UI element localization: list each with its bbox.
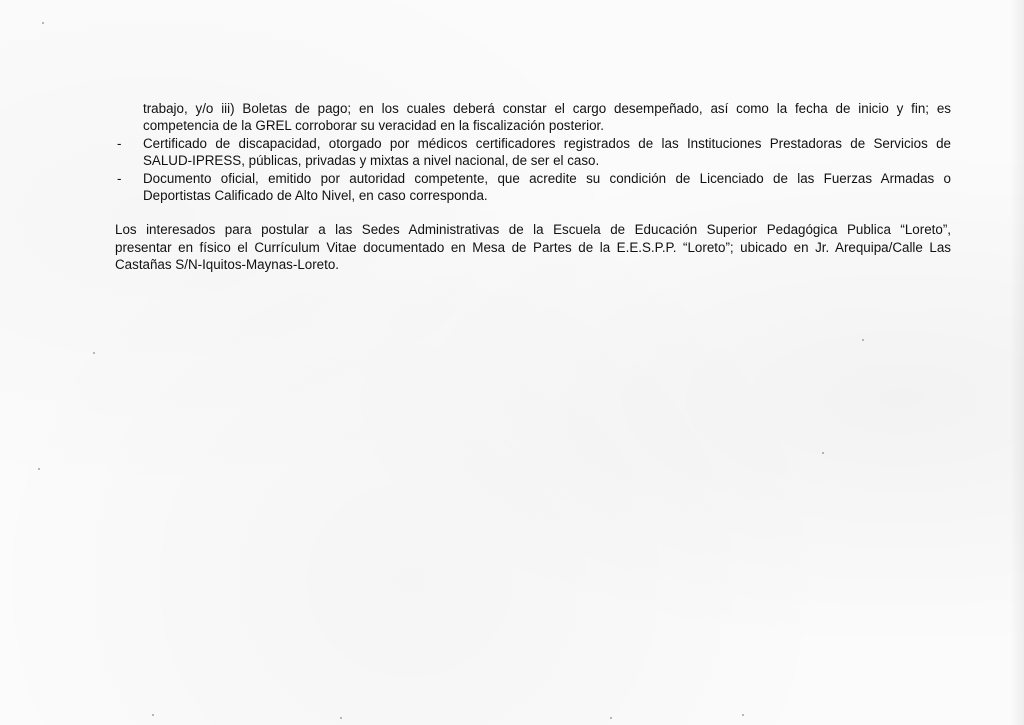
list-bullet: -: [117, 135, 122, 151]
scan-speck: [822, 452, 824, 454]
list-item-continuation: [115, 100, 951, 135]
list-item-disability-certificate: [115, 135, 951, 170]
text-line: presentar en físico el Currículum Vitae documentado en Mesa de Partes de la E.E.S.P.P. “Loreto”; ubicado en Jr. Arequipa/Calle Las: [115, 239, 951, 255]
text-line: competencia de la GREL corroborar su veracidad en la fiscalización posterior.: [143, 118, 604, 134]
text-line: Deportistas Calificado de Alto Nivel, en caso corresponda.: [143, 188, 488, 204]
scan-speck: [38, 468, 40, 470]
requirements-list: [115, 100, 951, 204]
text-line: Certificado de discapacidad, otorgado por médicos certificadores registrados de las Instituciones Prestadoras de Servicios de: [143, 135, 951, 151]
text-line: SALUD-IPRESS, públicas, privadas y mixtas a nivel nacional, de ser el caso.: [143, 153, 600, 169]
scan-speck: [42, 22, 44, 24]
text-line: trabajo, y/o iii) Boletas de pago; en los cuales deberá constar el cargo desempeñado, así como la fecha de inicio y fin; es: [143, 101, 951, 116]
page-edge-shadow: [1010, 0, 1024, 725]
scan-speck: [93, 352, 95, 354]
application-instructions-paragraph: [115, 221, 951, 273]
document-body: [115, 100, 951, 274]
scan-speck: [862, 339, 864, 341]
text-line: Documento oficial, emitido por autoridad competente, que acredite su condición de Licenciado de las Fuerzas Armadas o: [143, 170, 951, 186]
scan-speck: [340, 717, 342, 719]
scan-speck: [610, 717, 612, 719]
text-line: Castañas S/N-Iquitos-Maynas-Loreto.: [115, 257, 340, 273]
scan-speck: [742, 714, 744, 716]
scan-speck: [152, 714, 154, 716]
text-line: Los interesados para postular a las Sedes Administrativas de la Escuela de Educación Superior Pedagógica Publica “Loreto”,: [115, 222, 951, 238]
list-bullet: -: [117, 170, 122, 186]
list-item-official-document: [115, 170, 951, 205]
